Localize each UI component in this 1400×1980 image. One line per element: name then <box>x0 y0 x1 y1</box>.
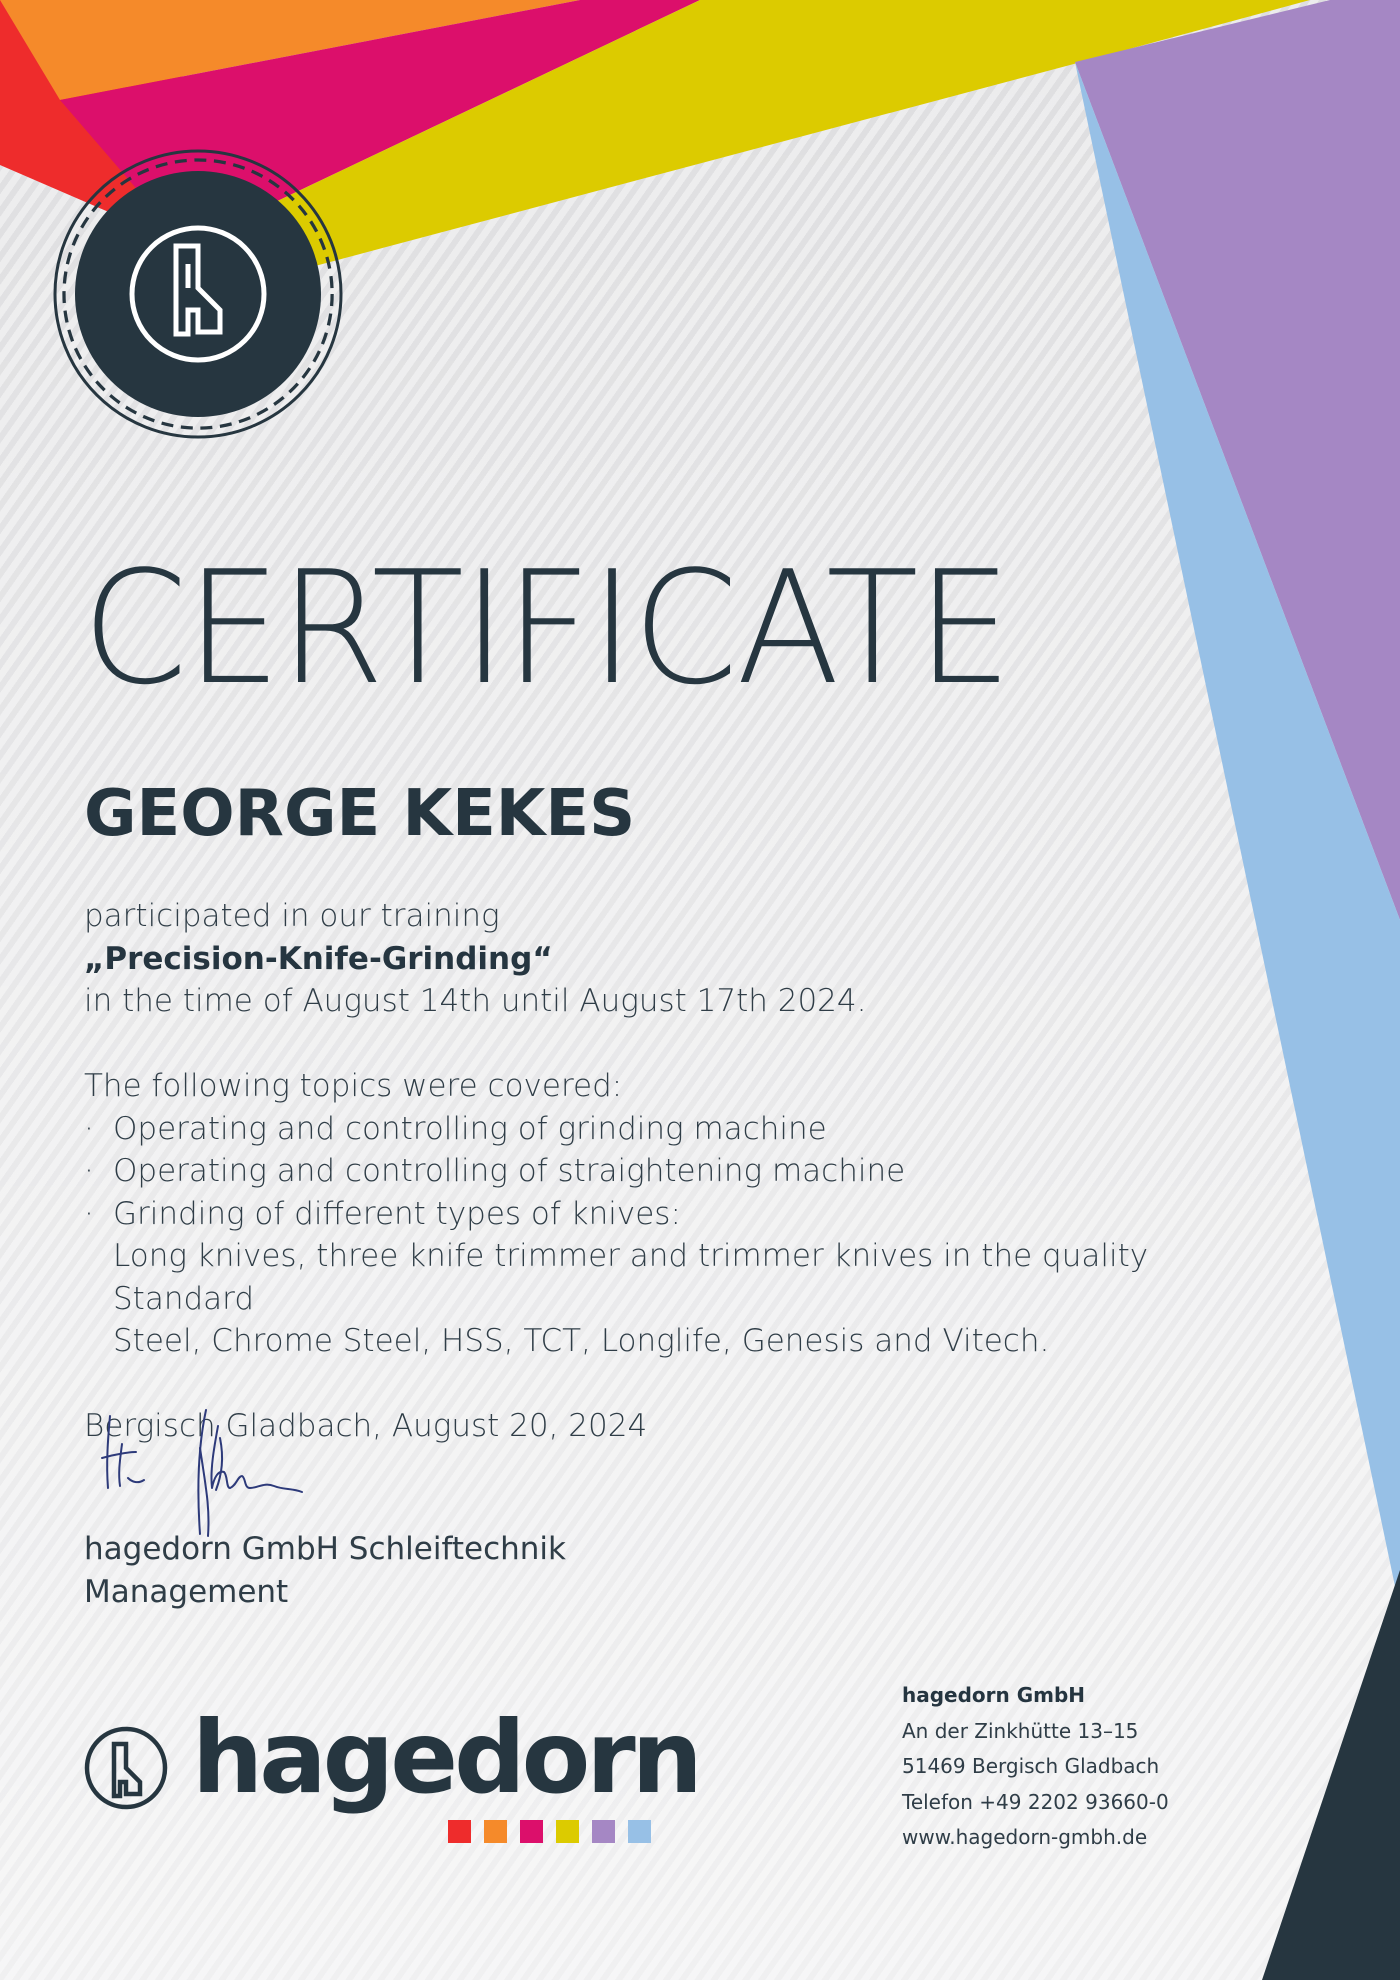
logo-color-swatches <box>448 1820 651 1843</box>
topic-text: Grinding of different types of knives: <box>113 1195 681 1232</box>
swatch-purple <box>592 1820 615 1843</box>
topic-item <box>84 1150 1234 1193</box>
topic-text: Operating and controlling of grinding machine <box>113 1110 827 1147</box>
training-intro: participated in our training <box>84 898 500 934</box>
company-logo <box>84 1699 699 1844</box>
topic-item <box>84 1108 1234 1151</box>
swatch-orange <box>484 1820 507 1843</box>
bullet-icon: · <box>84 1153 94 1189</box>
address-city: 51469 Bergisch Gladbach <box>902 1754 1160 1778</box>
certificate-title: CERTIFICATE <box>82 537 1011 719</box>
company-address <box>902 1678 1169 1856</box>
bullet-icon: · <box>84 1110 94 1147</box>
address-street: An der Zinkhütte 13–15 <box>902 1718 1139 1743</box>
swatch-red <box>448 1820 471 1843</box>
training-period: in the time of August 14th until August 17th 2024. <box>84 983 867 1019</box>
seal-logo-icon <box>52 148 344 440</box>
address-company: hagedorn GmbH <box>902 1683 1086 1707</box>
signatory-block <box>84 1528 566 1613</box>
training-name: „Precision-Knife-Grinding“ <box>84 940 553 977</box>
topics-heading: The following topics were covered: <box>84 1068 623 1104</box>
swatch-magenta <box>520 1820 543 1843</box>
signatory-company: hagedorn GmbH Schleiftechnik <box>84 1531 566 1567</box>
dark-corner-shape <box>1262 1570 1400 1980</box>
address-phone: Telefon +49 2202 93660-0 <box>902 1789 1169 1814</box>
bullet-icon: · <box>84 1195 94 1232</box>
signatory-role: Management <box>84 1573 289 1610</box>
recipient-name: GEORGE KEKES <box>84 777 636 851</box>
address-website[interactable]: www.hagedorn-gmbh.de <box>902 1825 1148 1849</box>
topic-text: Operating and controlling of straightening machine <box>113 1153 906 1189</box>
place-date: Bergisch Gladbach, August 20, 2024 <box>84 1408 648 1444</box>
logo-wordmark: hagedorn <box>192 1699 699 1816</box>
logo-mark-icon <box>84 1726 168 1810</box>
topic-detail: Steel, Chrome Steel, HSS, TCT, Longlife, Genesis and Vitech. <box>113 1323 1050 1359</box>
swatch-yellow <box>556 1820 579 1843</box>
topic-detail: Long knives, three knife trimmer and trimmer knives in the quality Standard <box>113 1238 1149 1317</box>
signature-image <box>96 1408 366 1540</box>
swatch-blue <box>628 1820 651 1843</box>
certificate-body <box>84 895 1234 1448</box>
topic-item <box>84 1193 1234 1236</box>
